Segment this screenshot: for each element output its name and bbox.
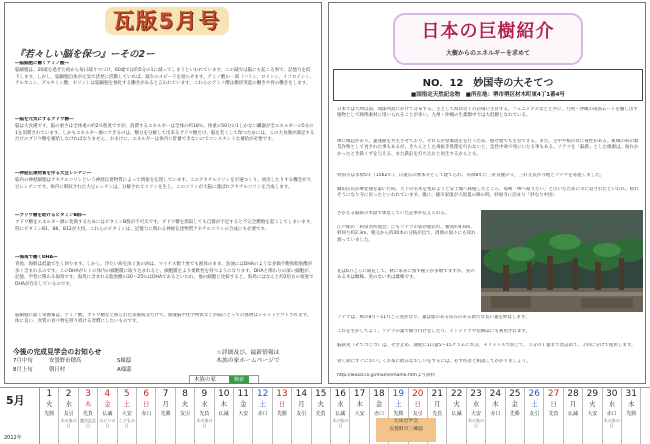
banner-title: 日本の巨樹紹介 [421,21,555,42]
tree-paragraph: さかえる蘇鉄の木陰で休息していた記事が伝えられる。 [337,211,450,216]
weekday: 木 [627,400,635,408]
section-closing [15,313,315,339]
calendar-day [215,388,234,444]
section-heading: ―ブドウ糖を助けるビタミンB群― [15,213,86,218]
tree-title: NO．12 妙国寺の大そてつ [422,78,554,89]
weekday: 木 [492,400,499,408]
sago-palm-photo [481,210,643,312]
section-text: 脳細胞は、20歳を過ぎた頃から毎日減りつづけ、60歳では約5分の1に減ってしまうといわれています。この減少は脳にも起こる事で、記憶力を低下します。しかし、脳細胞自体が元気で活発に活動していれば、減少のスピードを遅らせます。アミノ酸の一部（バリン、ロイシン、イソロイシン、アルギニン、グルタミン酸、セリン）は脳細胞を強化する働きがあると言われています。これらのアミノ酸は樹状突起の働きや骨の働きをします。 [15,68,314,87]
section-amino [15,61,315,115]
calendar-day [156,388,175,444]
rokuyo: 大安 [121,411,132,417]
notice-row [13,357,163,366]
rokuyo: 先負 [199,411,210,417]
day-number: 18 [373,389,385,399]
tree-paragraph: 効く期にすぐにおいしくお茶に飲みなおしいをするには、必ず医者と相談してかかりましょう。 [337,359,531,364]
day-number: 16 [334,389,346,399]
weekday: 木 [220,400,228,408]
rokuyo: 先負 [548,411,559,417]
rokuyo: 赤口 [257,411,268,417]
notice-date: 7月中旬 [13,358,33,364]
day-event: 木の家の日 [603,418,620,428]
weekday: 金 [375,400,383,408]
section-text: ブドウ糖をエネルギー源に変換するためにはビタミンB群が不可欠です。ブドウ糖を摂取しても自群が不足すると不完全燃焼を起こしてしまいます。特にビタミンB1、B6、B12が大切。これらのビタミンは、記憶力に関わる神経伝達物質アセチルコリンの合成にも必要です。 [15,220,315,232]
open-house-notice [13,348,163,375]
tree-subtitle: ■国指定天然記念物 ■所在地：堺市堺区材木町東4丁1番4号 [411,92,565,98]
day-event: 木の家の日 [196,418,213,428]
notice-row [13,366,163,375]
rokuyo: 先負 [315,411,326,417]
rokuyo: 大安 [354,411,365,417]
calendar-day [292,388,311,444]
day-number: 30 [606,389,618,399]
notice-place: 安曇野市穂高 [49,358,82,364]
calendar-day [525,388,544,444]
calendar-day [176,388,195,444]
weekday: 木 [84,400,92,408]
day-event: 憲法記念日 [79,418,96,428]
rokuyo: 友引 [412,411,423,417]
rokuyo: 大安 [238,411,249,417]
rokuyo: 赤口 [141,411,152,417]
day-number: 27 [547,389,560,399]
rokuyo: 仏滅 [218,411,229,417]
tree-paragraph: 蘇鉄実（そてつじつ）は、せき止め、通経に1日量5〜15グラムに水分、４リットルで煎じて、３分の１量まで煮詰めて、３回に分けて使用します。 [337,343,636,348]
calendar-day [467,388,486,444]
day-number: 17 [353,389,366,399]
calendar-month: 5月 [6,394,25,407]
day-event: 木の家の日 [332,418,349,428]
rokuyo: 友引 [63,411,74,417]
day-event: みどりの日 [99,418,116,428]
weekday: 水 [472,400,480,408]
source-link[interactable]: http://wood.co.jp/mame/mame.htmより抜粋 [337,373,435,378]
day-number: 12 [256,389,269,399]
day-number: 4 [104,389,111,399]
calendar-day [40,388,59,444]
weekday: 水 [65,400,72,408]
tree-paragraph: 日本では九州以南、琉球列島にかけて分布する。主として海岸近くの岩場に生育する。フェニックスなどと共に、九州・沖縄の南国ムードを醸し出す植物として映像素材に用いられることが多い。九州・沖縄の生薬類中では大低樹となれている。 [337,107,638,119]
notice-house: S様邸 [117,358,132,364]
rokuyo: 友引 [296,411,307,417]
calendar-day [583,388,602,444]
day-number: 1 [46,389,53,399]
section-text: 青魚、海鮮は低温で生く回ります。しかし、冷たい海を泳ぐ魚の油は、マイナス数十度でも液体のまま。魚油にはDHAのような多価不飽和脂肪酸が多く含まれるのです。このDHAがヒトの体内の細胞膜に取り込まれると、細胞膜をより柔軟性を持つようになります。DHAと関わりの深い細胞が、記憶、学習に関わる海馬です。海馬に含まれる脂肪酸の20～25％はDHAであるといわれ、他の細胞と比較すると、海馬にはなんと約2倍もの密度でDHAが存在しているのです。 [15,262,314,287]
section-heading: ―海馬で働くDHA― [15,255,58,260]
rokuyo: 赤口 [373,411,384,417]
weekday: 月 [298,400,305,408]
day-number: 11 [237,389,249,399]
day-number: 31 [625,389,637,399]
weekday: 火 [453,400,460,408]
left-column [4,2,322,384]
tree-paragraph: ソテツは、秋の8月〜11月ごろ実がなり、葉は脂のある厚みのある新たな長い葉を伸ばします。 [337,315,530,320]
day-number: 5 [123,389,130,399]
section-vitamin-b [15,213,315,253]
calendar-day [79,388,98,444]
day-number: 19 [392,389,405,399]
giant-tree-banner [393,13,583,65]
tree-paragraph: これを生かしてよく、ソテツの葉で飾り付けをしたり、インテリアや装飾品にも利用されます。 [337,329,531,334]
banner-subtitle: 大樹からのエネルギーを求めて [445,50,530,57]
weekday: 水 [608,400,616,408]
day-number: 25 [509,389,521,399]
day-number: 28 [567,389,579,399]
section-lecithin [15,171,315,211]
calendar-day [564,388,583,444]
section-heading: ―脳を元気にするブドウ糖― [15,117,74,122]
event-title: 完成見学会 [394,419,418,424]
weekday: 月 [433,400,441,408]
rokuyo: 赤口 [490,411,501,417]
weekday: 日 [414,400,422,408]
section-dha [15,255,315,311]
calendar-day [544,388,563,444]
calendar-day [195,388,214,444]
may-calendar [0,387,650,444]
calendar-day [253,388,272,444]
weekday: 土 [530,400,538,408]
day-number: 3 [85,389,91,399]
day-number: 7 [162,389,169,399]
rokuyo: 先勝 [509,411,520,417]
tree-paragraph: 裸に根起があり、葉蓮隙を共生させており、それらが窒素固定を行うため、痩せ地でも生育できる。また、茎中や根の皮に毒性がある。飢餓の時の救荒作物として食された事もあるが、きちんとした毒抜き処理を行わないと、急性中毒で死にいたる事もある。ソテツを「蘇鉄」とした根源は、枯れかかったとき鉄くずを与える、また鉄釘を打ち込むと再生するからとも。 [337,139,639,157]
tree-heading-box [333,69,643,101]
rokuyo: 仏滅 [451,411,462,417]
day-number: 8 [182,389,188,399]
calendar-day [350,388,369,444]
calendar-day [622,388,641,444]
day-number: 2 [65,389,72,399]
day-number: 9 [201,389,208,399]
day-number: 15 [315,389,327,399]
right-column [328,2,646,384]
calendar-day [447,388,466,444]
homepage-promo [175,349,321,365]
weekday: 火 [45,400,53,408]
notice-place: 朝日村 [49,367,66,373]
weekday: 火 [589,400,596,408]
day-number: 20 [412,389,424,399]
rokuyo: 大安 [587,411,598,417]
section-glucose [15,117,315,169]
promo-line-2: 木族の家ホームページで [216,358,280,364]
day-number: 10 [218,389,230,399]
rokuyo: 大安 [470,411,481,417]
rokuyo: 先勝 [160,411,171,417]
rokuyo: 赤口 [606,411,617,417]
tree-paragraph: 江戸期の「和泉名所図会」にもソテツの姿が描かれ、樹高約4.6m、幹回り約2.3m、根元から約20本の分枝が出て、周囲の国々にも知れ渡っていました。 [337,225,476,243]
calendar-day [312,388,331,444]
calendar-day [234,388,253,444]
rokuyo: 仏滅 [102,411,113,417]
weekday: 金 [511,400,519,408]
section-heading: ―神経伝達物質を作る大豆レシチン― [15,171,92,176]
day-number: 26 [528,389,540,399]
calendar-day [59,388,78,444]
tree-paragraph: 花は6月ごろに開花して、秋に朱赤に熟す種子が多数でますが、実のある木は雌株、実のない木は雄株です。 [337,269,475,281]
article-title: 『若々しい脳を保つ』ーその2ー [15,49,155,60]
issue-title: 瓦版5月号 [112,9,222,33]
calendar-day [331,388,350,444]
event-place: 安曇野市三郷邸 [389,427,423,432]
calendar-year: 2012年 [4,435,22,441]
day-number: 29 [586,389,599,399]
day-number: 23 [470,389,482,399]
weekday: 金 [239,400,247,408]
rokuyo: 先勝 [44,411,55,417]
notice-title: 今後の完成見学会のお知らせ [13,348,102,356]
notice-date: 8月上旬 [13,367,33,373]
day-number: 14 [295,389,308,399]
calendar-day [603,388,622,444]
weekday: 金 [104,400,111,408]
rokuyo: 先負 [82,411,93,417]
promo-line-1: ☆詳細及び、最新情報は [216,350,280,356]
calendar-day [137,388,156,444]
day-number: 6 [143,389,150,399]
weekday: 土 [123,400,131,408]
notice-house: A様邸 [117,367,132,373]
calendar-day [486,388,505,444]
weekday: 土 [395,400,402,408]
issue-banner [105,7,229,35]
section-heading: ―脳細胞に働くアミノ酸― [15,61,69,66]
day-number: 13 [276,389,288,399]
calendar-event [376,418,436,442]
weekday: 日 [142,400,150,408]
calendar-day [506,388,525,444]
day-event: 木の家の日 [60,418,77,428]
section-text: 脳細胞に最く栄養素は、アミノ酸、ブドウ糖など限られた栄養成分だけで、血液脳や化学物質などが脳にとっての異物はシャットアウトされます。体に良い、食質の食べ物を摂り続ける習慣にしたいものです。 [15,313,312,325]
weekday: 日 [278,400,286,408]
sago-palm-illustration [481,210,643,312]
weekday: 火 [181,400,189,408]
weekday: 日 [550,400,557,408]
day-number: 22 [450,389,463,399]
section-text: 脳は大食漢です。脳の重さは全体重の約2％程度ですが、消費するエネルギーは全体の約18％。体重の50分の1しかない臓器が全エネルギーの5分の1を消費されています。しかもエネルギー源にできるのは、糖分を分解して出来るブドウ糖だけ。脳を若くして保つためには、この大食漢が満足するだけのブドウ糖を補給しなければなりません。おまけに、エネルギーは体内に貯蓄できないのでコンスタントな補給が必要です。 [15,124,315,143]
section-text: 脳内の神経細胞はアセチルコリンという神経伝達物質によって情報を伝達しています。このアセチルコリンを早速つくり、放出したりする機会が大豆レシチンです。体内に吸収された大豆レシチンは、分解されてコリンを生じ、このコリンが大脳に運ばれアセチルコリンを合成します。 [15,178,312,190]
weekday: 土 [259,400,266,408]
calendar-day [98,388,117,444]
weekday: 月 [569,400,577,408]
rokuyo: 先勝 [626,411,637,417]
weekday: 木 [356,400,363,408]
day-number: 24 [489,389,502,399]
rokuyo: 友引 [179,411,190,417]
weekday: 水 [336,400,344,408]
weekday: 月 [162,400,169,408]
rokuyo: 仏滅 [335,411,346,417]
search-button[interactable]: 検索 [229,376,249,384]
rokuyo: 友引 [529,411,540,417]
calendar-header [0,388,40,444]
rokuyo: 仏滅 [567,411,578,417]
weekday: 水 [201,400,208,408]
rokuyo: 先勝 [393,411,404,417]
day-event: 木の家の日 [467,418,484,428]
day-event: こどもの日 [118,418,135,428]
tree-paragraph: 妙国寺は永禄5年（1562年）、日蓮宗の無本寺として建てられ、永禄8年に三好長慶の父、三好元長が寺地とソテツを寄進しました。 [337,173,605,178]
weekday: 火 [317,400,325,408]
search-input[interactable]: 木族の家 [189,375,259,384]
tree-paragraph: 織田信長が堺北端を築いた時、天下の名木を集めようと安土城へ移植したところ、毎晩「堺へ帰りたい」と泣いたために寺に返されたといわれ、枯れそうになり寺に戻ったといわれています。後に、徳川家康が大坂夏の陣の時、妙国寺に泊まり「妙なり中国」 [337,187,639,199]
calendar-day [273,388,292,444]
calendar-day [118,388,137,444]
day-number: 21 [431,389,443,399]
rokuyo: 先勝 [276,411,287,417]
rokuyo: 先負 [432,411,443,417]
